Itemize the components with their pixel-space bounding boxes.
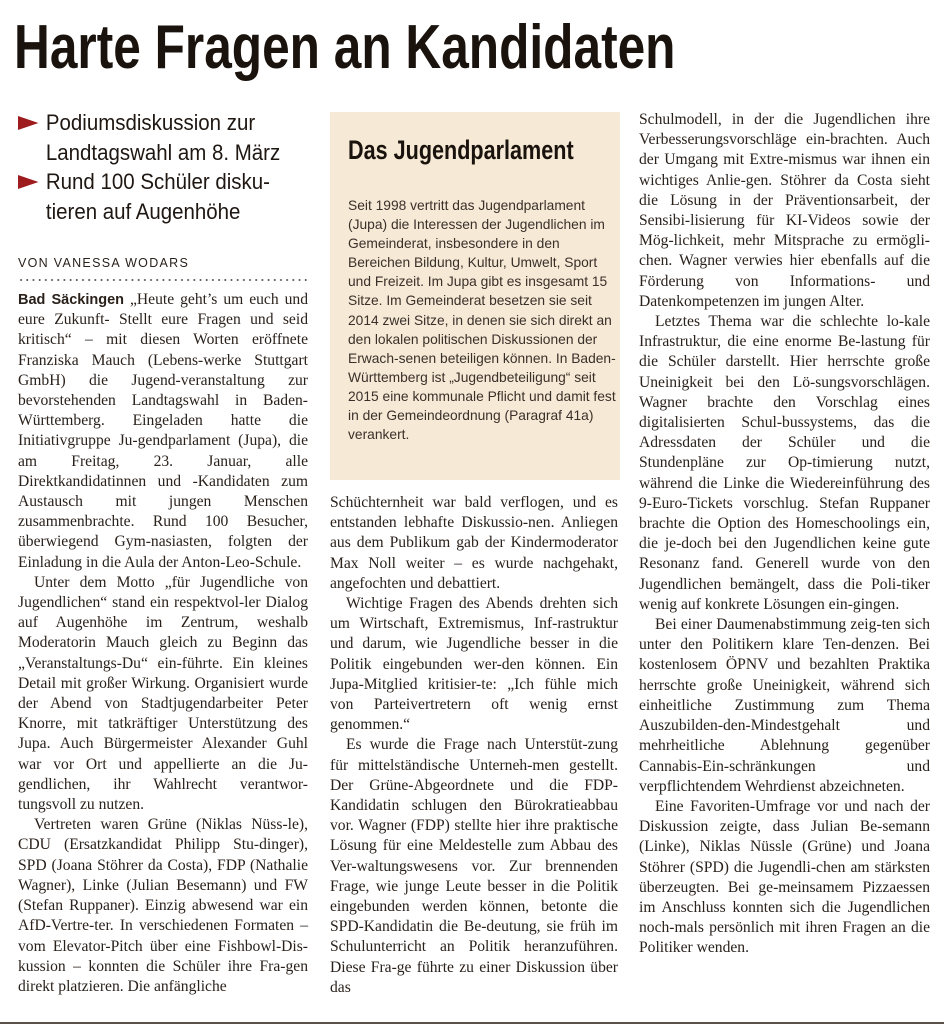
arrow-right-icon xyxy=(18,175,38,189)
subheadline-bullets xyxy=(18,108,308,226)
info-box xyxy=(330,112,620,480)
info-box-title: Das Jugendparlament xyxy=(348,135,574,165)
article-paragraph: Schulmodell, in der die Jugendlichen ihre Verbesserungsvorschläge ein-brachten. Auch der Umgang mit Extre-mismus war ihnen ein wichtiges Anlie-gen. Stöhrer da Costa sieht die Lösung in der Präventionsarbeit, der Sensibi-lisierung für KI-Videos sowie der Mög-lichkeit, mehr Mitsprache zu ermögli-chen. Wagner verwies hier ebenfalls auf die Förderung von Informations- und Datenkompetenzen im jungen Alter. xyxy=(639,111,930,310)
article-paragraph: Eine Favoriten-Umfrage vor und nach der Diskussion zeigte, dass Julian Be-semann (Linke), Niklas Nüssle (Grüne) und Joana Stöhrer (SPD) die Jugendli-chen am stärksten überzeugten. Bei ge-meinsamem Pizzaessen im Anschluss konnten sich die Jugendlichen noch-mals persönlich mit ihren Fragen an die Politiker wenden. xyxy=(639,797,930,957)
article-column-2 xyxy=(330,493,618,998)
paragraph-text: „Heute geht’s um euch und eure Zukunft- Stellt eure Fragen und seid kritisch“ – mit diesen Worten eröffnete Franziska Mauch (Lebens-werke Stuttgart GmbH) die Jugend-veranstaltung zur bevorstehenden Landtagswahl in Baden-Württemberg. Eingeladen hatte die Initiativgruppe Ju-gendparlament (Jupa), die am Freitag, 23. Januar, alle Direktkandidatinnen und -Kandidaten zum Austausch mit jungen Menschen zusammenbrachte. Rund 100 Besucher, überwiegend Gym-nasiasten, folgten der Einladung in die Aula der Anton-Leo-Schule. xyxy=(18,291,308,571)
headline: Harte Fragen an Kandidaten xyxy=(14,13,676,82)
info-box-text: Seit 1998 vertritt das Jugendparlament (Jupa) die Interessen der Jugendlichen im Gemeinderat, insbesondere in den Bereichen Bildung, Kultur, Umwelt, Sport und Freizeit. Im Jupa gibt es insgesamt 15 Sitze. Im Gemeinderat besetzen sie seit 2014 zwei Sitze, in denen sie sich direkt an den lokalen politischen Diskussionen der Erwach-senen beteiligen können. In Baden-Württemberg ist „Jugendbeteiligung“ seit 2015 eine kommunale Pflicht und damit fest in der Gemeindeordnung (Paragraf 41a) verankert. xyxy=(348,198,616,443)
dotted-divider xyxy=(18,279,308,281)
article-paragraph: Letztes Thema war die schlechte lo-kale Infrastruktur, die eine enorme Be-lastung für die Schüler darstellt. Hier herrschte große Uneinigkeit bei den Lö-sungsvorschlägen. Wagner brachte den Vorschlag eines digitalisierten Schul-bussystems, das die Adressdaten der Schüler und die Stundenpläne zur Op-timierung nutzt, während die Linke die Wiedereinführung des 9-Euro-Tickets vorschlug. Stefan Ruppaner brachte die Option des Homeschoolings ein, die je-doch bei den Jugendlichen keine gute Resonanz fand. Generell wurde von den Jugendlichen bemängelt, dass die Poli-tiker wenig auf konkrete Lösungen ein-gingen. xyxy=(639,313,930,613)
article-column-3 xyxy=(639,110,930,959)
byline: VON VANESSA WODARS xyxy=(18,256,190,270)
arrow-right-icon xyxy=(18,116,38,130)
article-paragraph: Es wurde die Frage nach Unterstüt-zung für mittelständische Unterneh-men gestellt. Der Grüne-Abgeordnete und die FDP-Kandidatin schlugen den Bürokratieabbau vor. Wagner (FDP) stellte hier ihre praktische Lösung für eine Meldestelle zum Abbau des Ver-waltungswesens vor. Zur brennenden Frage, wie junge Leute besser in die Politik eingebunden werden können, betonte die SPD-Kandidatin die Be-deutung, sie früh im Schulunterricht an Politik heranzuführen. Diese Fra-ge führte zu einer Diskussion über das xyxy=(330,736,618,996)
article-paragraph: Unter dem Motto „für Jugendliche von Jugendlichen“ stand ein respektvol-ler Dialog auf Augenhöhe im Zentrum, weshalb Moderatorin Mauch gleich zu Beginn das „Veranstaltungs-Du“ ein-führte. Ein kleines Detail mit großer Wirkung. Organisiert wurde der Abend von Stadtjugendarbeiter Peter Knorre, mit tatkräftiger Unterstützung des Jupa. Auch Bürgermeister Alexander Guhl war vor Ort und appellierte an die Ju-gendlichen, ihr Wahlrecht verantwor-tungsvoll zu nutzen. xyxy=(18,573,308,814)
subheadline-bullet xyxy=(18,108,316,167)
article-column-1 xyxy=(18,290,308,997)
subheadline-column xyxy=(18,108,308,281)
subheadline-bullet xyxy=(18,167,316,226)
article-paragraph: Bei einer Daumenabstimmung zeig-ten sich unter den Politikern klare Ten-denzen. Bei kostenlosem ÖPNV und bezahlten Praktika herrschte große Uneinigkeit, während sich einheitliche Zustimmung zum Thema Auszubilden-den-Mindestgehalt und mehrheitliche Ablehnung gegenüber Cannabis-Ein-schränkungen und verpflichtendem Wehrdienst abzeichneten. xyxy=(639,616,930,795)
dateline: Bad Säckingen xyxy=(18,292,125,308)
article-paragraph xyxy=(18,290,308,573)
article-paragraph: Wichtige Fragen des Abends drehten sich um Wirtschaft, Extremismus, Inf-rastruktur und darum, wie Jugendliche besser in die Politik eingebunden wer-den können. Ein Jupa-Mitglied kritisier-te: „Ich fühle mich von Parteivertretern oft wenig ernst genommen.“ xyxy=(330,595,618,734)
subheadline-text: Podiumsdiskussion zur Landtagswahl am 8. März xyxy=(45,110,281,165)
subheadline-text: Rund 100 Schüler disku-tieren auf Augenhöhe xyxy=(45,169,270,224)
article-paragraph: Schüchternheit war bald verflogen, und es entstanden lebhafte Diskussio-nen. Anliegen aus dem Publikum gab der Kindermoderator Max Noll weiter – es wurde nachgehakt, angefochten und debattiert. xyxy=(330,494,618,592)
article-paragraph: Vertreten waren Grüne (Niklas Nüss-le), CDU (Ersatzkandidat Philipp Stu-dinger), SPD (Joana Stöhrer da Costa), FDP (Nathalie Wagner), Linke (Julian Besemann) und FW (Stefan Ruppaner). Einzig abwesend war ein AfD-Vertre-ter. In verschiedenen Formaten – vom Elevator-Pitch über eine Fishbowl-Dis-kussion – konnten die Schüler ihre Fra-gen direkt platzieren. Die anfängliche xyxy=(18,816,308,995)
